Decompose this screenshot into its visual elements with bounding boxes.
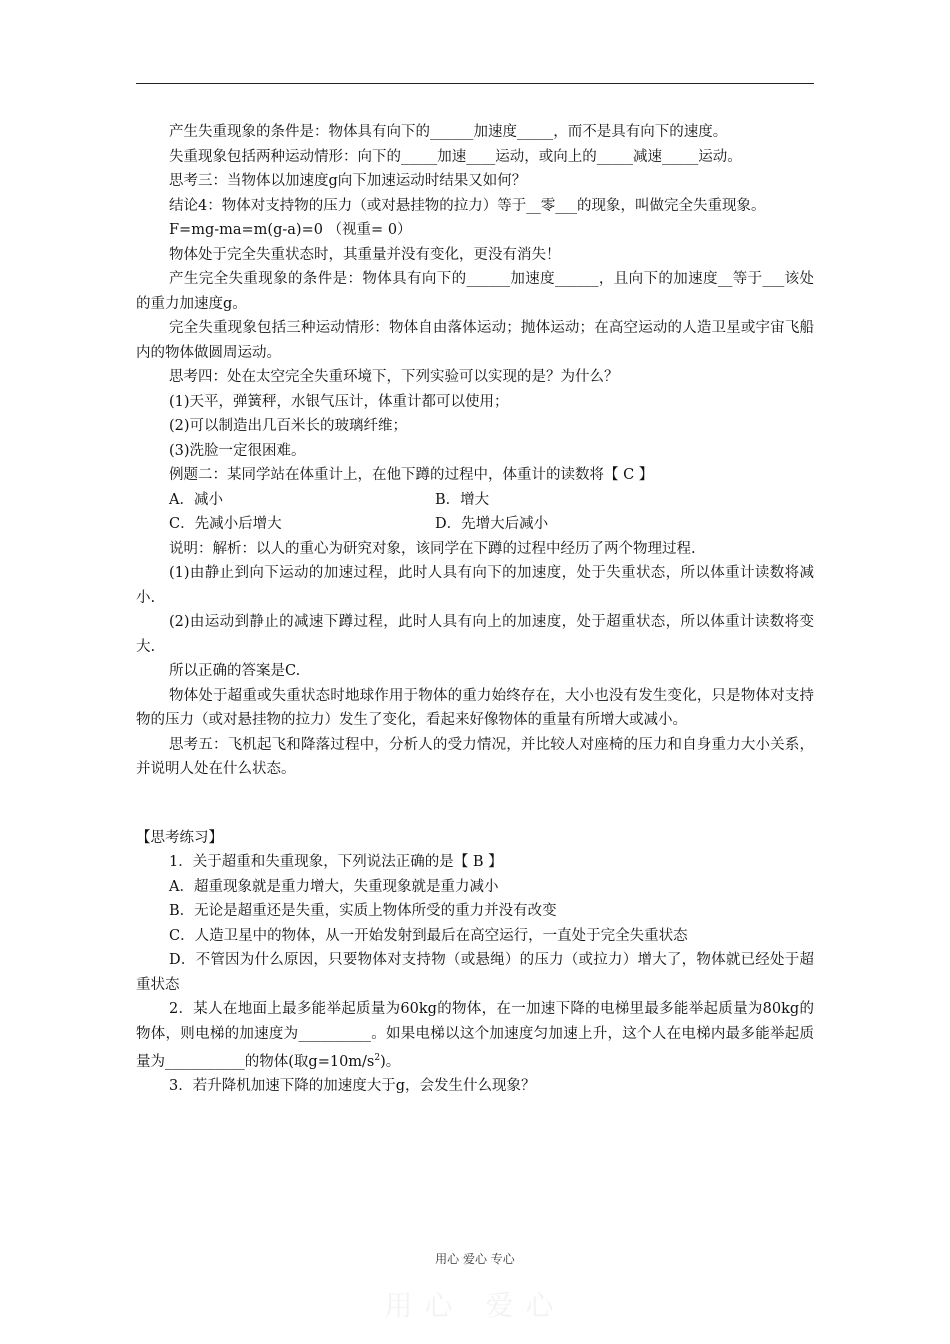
practice-question-3: 3．若升降机加速下降的加速度大于g，会发生什么现象？ <box>169 1078 536 1095</box>
paragraph-question-3: 思考三：当物体以加速度g向下加速运动时结果又如何？ <box>169 173 527 189</box>
option-c: C．先减小后增大 <box>169 516 282 532</box>
practice-option: B．无论是超重还是失重，实质上物体所受的重力并没有改变 <box>169 903 557 919</box>
paragraph-weightlessness-condition: 产生失重现象的条件是：物体具有向下的______加速度_____，而不是具有向下的速度。 <box>169 124 728 140</box>
practice-option: C．人造卫星中的物体，从一开始发射到最后在高空运行，一直处于完全失重状态 <box>169 927 688 944</box>
list-item: (2)可以制造出几百米长的玻璃纤维； <box>169 418 408 434</box>
q2-superscript: 2 <box>374 1053 381 1063</box>
practice-question-1: 1．关于超重和失重现象，下列说法正确的是【 B 】 <box>169 854 503 870</box>
list-item: (1)天平，弹簧秤，水银气压计，体重计都可以使用； <box>169 393 509 410</box>
paragraph-question-5: 思考五：飞机起飞和降落过程中，分析人的受力情况，并比较人对座椅的压力和自身重力大小关系，并说明人处在什么状态。 <box>136 736 814 777</box>
explanation-step-1: (1)由静止到向下运动的加速过程，此时人具有向下的加速度，处于失重状态，所以体重计读数将减小. <box>136 565 814 606</box>
formula-line: F=mg-ma=m(g-a)=0 （视重= 0） <box>169 222 412 238</box>
practice-option: A．超重现象就是重力增大，失重现象就是重力减小 <box>169 878 499 895</box>
page-footer: 用心 爱心 专心 <box>435 1252 515 1266</box>
paragraph-complete-weightlessness-condition: 产生完全失重现象的条件是：物体具有向下的______加速度______，且向下的加速度__等于___该处的重力加速度g。 <box>136 271 814 312</box>
paragraph-weightlessness-cases: 失重现象包括两种运动情形：向下的_____加速____运动，或向上的_____减速_____运动。 <box>169 148 742 165</box>
explanation-answer: 所以正确的答案是C. <box>169 663 301 679</box>
option-b: B．增大 <box>435 491 490 508</box>
paragraph-conclusion-4: 结论4：物体对支持物的压力（或对悬挂物的拉力）等于__零___的现象，叫做完全失重现象。 <box>169 197 766 214</box>
practice-question-2 <box>136 997 814 1074</box>
explanation-step-2: (2)由运动到静止的减速下蹲过程，此时人具有向上的加速度，处于超重状态，所以体重计读数将变大. <box>136 614 814 655</box>
option-d: D．先增大后减小 <box>435 516 549 532</box>
document-body <box>136 120 814 1099</box>
paragraph-question-4: 思考四：处在太空完全失重环境下，下列实验可以实现的是？为什么？ <box>169 369 619 385</box>
practice-heading: 【思考练习】 <box>136 829 223 846</box>
q2-text-end: )。 <box>380 1053 401 1070</box>
practice-option: D．不管因为什么原因，只要物体对支持物（或悬绳）的压力（或拉力）增大了，物体就已经处于超重状态 <box>136 952 814 993</box>
paragraph-summary: 物体处于超重或失重状态时地球作用于物体的重力始终存在，大小也没有发生变化，只是物体对支持物的压力（或对悬挂物的拉力）发生了变化，看起来好像物体的重量有所增大或减小。 <box>136 687 814 728</box>
watermark: 用心 爱心 <box>384 1289 566 1322</box>
example-options-row <box>136 488 814 513</box>
option-a: A．减小 <box>169 491 223 508</box>
example-options-row <box>136 512 814 537</box>
q2-text: 2．某人在地面上最多能举起质量为60kg的物体，在一加速下降的电梯里最多能举起质量为80kg的物体，则电梯的加速度为__________。如果电梯以这个加速度匀加速上升，这个人在电梯内最多能举起质量为___________的物体(取g=10m/s <box>136 1001 814 1070</box>
header-rule <box>136 83 814 84</box>
paragraph-weight-unchanged: 物体处于完全失重状态时，其重量并没有变化，更没有消失！ <box>169 246 561 263</box>
example-2-question: 例题二：某同学站在体重计上，在他下蹲的过程中，体重计的读数将【 C 】 <box>169 467 654 483</box>
explanation-intro: 说明：解析：以人的重心为研究对象，该同学在下蹲的过程中经历了两个物理过程. <box>169 540 696 557</box>
paragraph-complete-weightlessness-cases: 完全失重现象包括三种运动情形：物体自由落体运动；抛体运动；在高空运动的人造卫星或宇宙飞船内的物体做圆周运动。 <box>136 320 814 361</box>
list-item: (3)洗脸一定很困难。 <box>169 442 306 459</box>
